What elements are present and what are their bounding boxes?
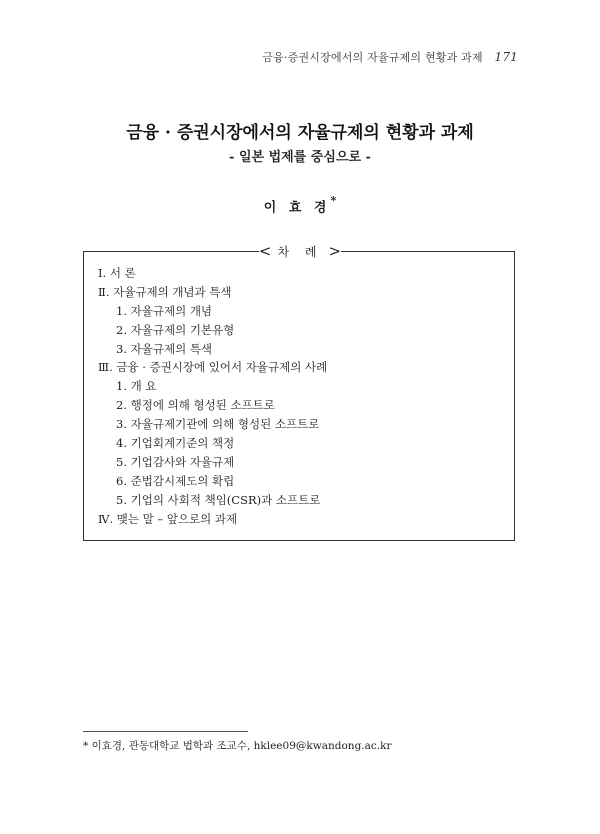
toc-item: Ⅳ. 맺는 말 – 앞으로의 과제 bbox=[98, 511, 238, 526]
toc-item: Ⅱ. 자율규제의 개념과 특색 bbox=[98, 284, 232, 299]
right-angle-icon: > bbox=[328, 242, 342, 260]
toc-item: Ⅰ. 서 론 bbox=[98, 266, 136, 280]
author-footnote: * 이효경, 관동대학교 법학과 조교수, hklee09@kwandong.ac.kr bbox=[83, 740, 392, 752]
page-number: 171 bbox=[494, 50, 518, 64]
toc-item: 3. 자율규제기관에 의해 형성된 소프트로 bbox=[116, 417, 320, 432]
left-angle-icon: < bbox=[258, 242, 272, 260]
toc-item: 1. 개 요 bbox=[116, 379, 157, 394]
toc-item: Ⅲ. 금융 · 증권시장에 있어서 자율규제의 사례 bbox=[98, 360, 328, 375]
article-title: 금융 · 증권시장에서의 자율규제의 현황과 과제 bbox=[126, 123, 474, 143]
toc-item: 4. 기업회계기준의 책정 bbox=[116, 436, 235, 451]
toc-item: 3. 자율규제의 특색 bbox=[116, 341, 213, 356]
article-subtitle: - 일본 법제를 중심으로 - bbox=[229, 150, 371, 165]
toc-heading-label: 차 례 bbox=[272, 245, 329, 259]
toc-item: 5. 기업의 사회적 책임(CSR)과 소프트로 bbox=[116, 492, 321, 507]
footnote-rule bbox=[83, 731, 248, 732]
author-name: 이 효 경 bbox=[263, 200, 331, 216]
author-footnote-mark: * bbox=[330, 194, 337, 207]
toc-item: 6. 준법감시제도의 확립 bbox=[116, 473, 235, 488]
toc-heading bbox=[0, 242, 600, 260]
toc-item: 1. 자율규제의 개념 bbox=[116, 303, 213, 318]
toc-item: 2. 자율규제의 기본유형 bbox=[116, 322, 235, 337]
toc-list bbox=[98, 264, 327, 528]
toc-item: 2. 행정에 의해 형성된 소프트로 bbox=[116, 398, 275, 413]
running-header bbox=[262, 49, 518, 65]
author-line bbox=[0, 196, 600, 215]
running-header-title: 금융·증권시장에서의 자율규제의 현황과 과제 bbox=[262, 51, 483, 64]
toc-item: 5. 기업감사와 자율규제 bbox=[116, 454, 235, 469]
